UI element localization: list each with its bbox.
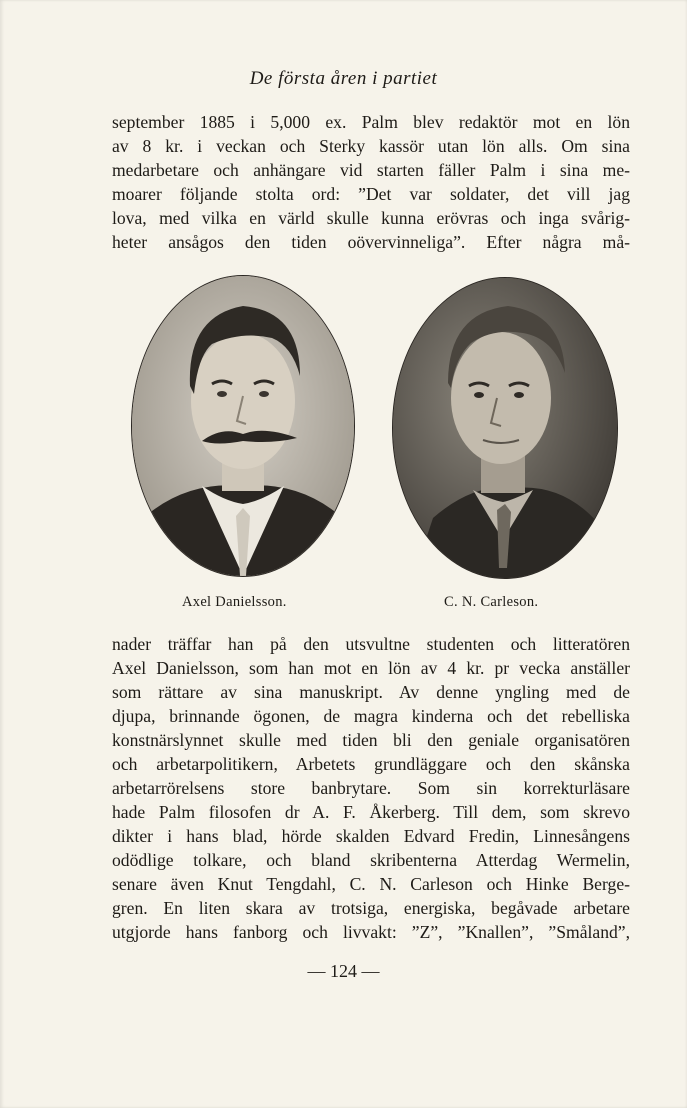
text-line: arbetarrörelsens store banbrytare. Som sin korrekturläsare	[112, 778, 630, 798]
caption-cn-carleson: C. N. Carleson.	[444, 594, 539, 610]
running-head: De första åren i partiet	[249, 68, 438, 89]
text-line: heter ansågos den tiden oövervinneliga”. Efter några må-	[112, 232, 630, 252]
text-line: lova, med vilka en värld skulle kunna erövras och inga svårig-	[112, 208, 630, 228]
portrait-left-drawing	[132, 276, 354, 576]
text-line: senare även Knut Tengdahl, C. N. Carleson och Hinke Berge-	[112, 874, 630, 894]
text-line: utgjorde hans fanborg och livvakt: ”Z”, ”Knallen”, ”Småland”,	[112, 922, 630, 942]
portrait-axel-danielsson	[131, 275, 355, 577]
text-line: september 1885 i 5,000 ex. Palm blev redaktör mot en lön	[112, 112, 630, 132]
portrait-cn-carleson	[392, 277, 618, 579]
page-number: — 124 —	[307, 961, 380, 981]
text-line: hade Palm filosofen dr A. F. Åkerberg. Till dem, som skrevo	[112, 802, 630, 822]
text-line: som rättare av sina manuskript. Av denne yngling med de	[112, 682, 630, 702]
text-line: djupa, brinnande ögonen, de magra kinderna och det rebelliska	[112, 706, 630, 726]
paragraph-top	[112, 110, 630, 254]
portrait-right-drawing	[393, 278, 617, 578]
caption-axel-danielsson: Axel Danielsson.	[182, 594, 287, 610]
text-line: och arbetarpolitikern, Arbetets grundläggare och den skånska	[112, 754, 630, 774]
text-line: nader träffar han på den utsvultne studenten och litteratören	[112, 634, 630, 654]
text-line: gren. En liten skara av trotsiga, energiska, begåvade arbetare	[112, 898, 630, 918]
text-line: odödlige tolkare, och bland skribenterna Atterdag Wermelin,	[112, 850, 630, 870]
text-line: dikter i hans blad, hörde skalden Edvard Fredin, Linnesångens	[112, 826, 630, 846]
text-line: moarer följande stolta ord: ”Det var soldater, det vill jag	[112, 184, 630, 204]
text-line: medarbetare och anhängare vid starten fäller Palm i sina me-	[112, 160, 630, 180]
text-line: Axel Danielsson, som han mot en lön av 4 kr. pr vecka anställer	[112, 658, 630, 678]
paragraph-bottom	[112, 632, 630, 944]
text-line: av 8 kr. i veckan och Sterky kassör utan lön alls. Om sina	[112, 136, 630, 156]
text-line: konstnärslynnet skulle med tiden bli den geniale organisatören	[112, 730, 630, 750]
